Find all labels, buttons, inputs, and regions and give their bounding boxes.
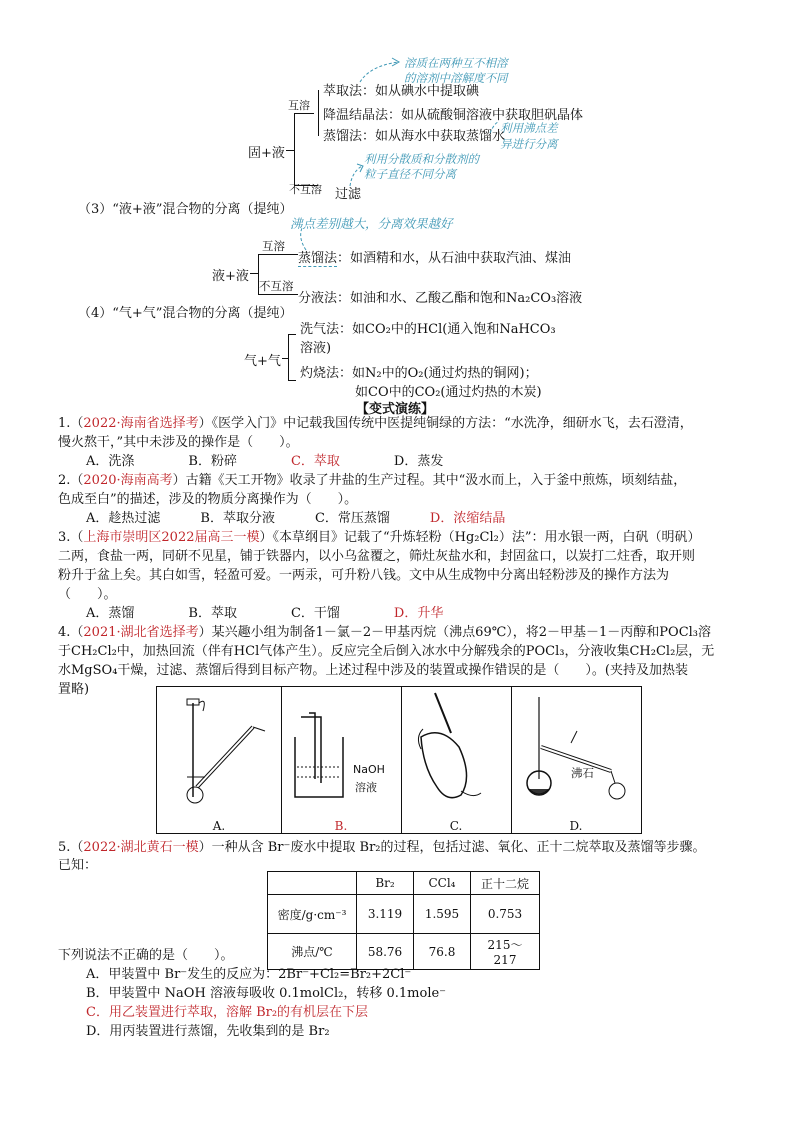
table-row: [268, 895, 540, 934]
table-cell: 1.595: [414, 895, 471, 934]
table-header-cell: Br₂: [357, 872, 414, 895]
apparatus-d: [511, 687, 641, 833]
tree2-branch-bottom: [258, 294, 298, 295]
q5-option-c: C．用乙装置进行萃取，溶解 Br₂的有机层在下层: [86, 1005, 369, 1020]
tree2-distill-label: 蒸馏法: [298, 251, 338, 266]
tree2-connector: [250, 273, 258, 274]
q3-option-b: B．萃取: [188, 606, 237, 621]
caption-b: B.: [334, 819, 348, 833]
tree2-root: 液+液: [212, 269, 249, 284]
q1-source: 2022·海南省选择考: [83, 416, 199, 431]
q1-option-a: A．洗涤: [86, 454, 135, 469]
caption-c: C.: [449, 819, 463, 833]
caption-d: D.: [569, 819, 583, 833]
tree3-burn-2: 如CO中的CO₂(通过灼热的木炭): [355, 385, 542, 400]
tree3-wash-1: 洗气法：如CO₂中的HCl(通入饱和NaHCO₃: [300, 322, 556, 337]
table-cell: 沸点/℃: [268, 934, 357, 970]
sec3-note: 沸点差别越大，分离效果越好: [290, 216, 453, 231]
apparatus-b: [281, 687, 402, 833]
q3-num: 3.（: [58, 530, 84, 545]
note-extract-2: 的溶剂中溶解度不同: [404, 71, 508, 85]
table-header-cell: CCl₄: [414, 872, 471, 895]
tree1-bu-hu-rong: 不互溶: [289, 183, 322, 196]
q3-option-a: A．蒸馏: [86, 606, 135, 621]
gas-absorption-icon: [281, 687, 401, 815]
q5-data-table: [267, 871, 540, 970]
q5-prompt: 下列说法不正确的是（ ）。: [58, 948, 234, 963]
table-header-cell: [268, 872, 357, 895]
q2-text1: ）古籍《天工开物》收录了井盐的生产过程。其中“汲水而上，入于釜中煎炼，顷刻结盐，: [172, 473, 687, 488]
tree2-separate: 分液法：如油和水、乙酸乙酯和饱和Na₂CO₃溶液: [298, 291, 583, 306]
table-cell: 76.8: [414, 934, 471, 970]
tree1-hu-rong: 互溶: [288, 99, 310, 112]
table-cell: 0.753: [471, 895, 540, 934]
q2-option-b: B．萃取分液: [200, 511, 275, 526]
distillation-icon: [511, 687, 641, 815]
tree1-item-distill: 蒸馏法：如从海水中获取蒸馏水: [323, 129, 506, 144]
q2-line1: [58, 471, 686, 491]
sec3-heading: （3）“液+液”混合物的分离（提纯）: [78, 202, 293, 217]
note-distill-1: 利用沸点差: [500, 121, 558, 135]
boiling-stone-label: 沸石: [571, 766, 594, 780]
note-distill-2: 异进行分离: [500, 137, 558, 151]
q5-option-a: A．甲装置中 Br⁻发生的反应为：2Br⁻+Cl₂=Br₂+2Cl⁻: [86, 967, 412, 982]
q2-options: [86, 509, 559, 529]
tree2-hu-rong: 互溶: [262, 239, 285, 253]
tree2-distill: [298, 247, 571, 266]
table-cell: 215～217: [471, 934, 540, 970]
tree3-brace: [288, 334, 289, 380]
q1-line1: [58, 414, 693, 434]
caption-a: A.: [212, 819, 226, 833]
q2-source: 2020·海南高考: [83, 473, 173, 488]
q4-apparatus-figure: [156, 686, 642, 834]
note-extract-1: 溶质在两种互不相溶: [404, 56, 508, 70]
q2-option-c: C．常压蒸馏: [314, 511, 390, 526]
q5-option-b: B．甲装置中 NaOH 溶液每吸收 0.1molCl₂，转移 0.1mole⁻: [86, 986, 447, 1001]
table-cell: 3.119: [357, 895, 414, 934]
apparatus-a: [157, 687, 282, 833]
q1-options: [86, 452, 497, 472]
section-title: 【变式演练】: [356, 402, 435, 417]
q4-line2: 于CH₂Cl₂中，加热回流（伴有HCl气体产生）。反应完全后倒入冰水中分解残余的POCl₃，分液收集CH₂Cl₂层，无: [58, 644, 715, 659]
q3-line4: （ ）。: [58, 587, 117, 602]
q5-text1: ）一种从含 Br⁻废水中提取 Br₂的过程，包括过滤、氧化、正十二烷萃取及蒸馏等步骤。: [198, 840, 706, 855]
q5-source: 2022·湖北黄石一模: [83, 840, 199, 855]
note-filter-1: 利用分散质和分散剂的: [364, 152, 479, 166]
q2-line2: 色成至白”的描述，涉及的物质分离操作为（ ）。: [58, 492, 358, 507]
tree2-distill-text: ：如酒精和水，从石油中获取汽油、煤油: [337, 251, 572, 266]
q3-source: 上海市崇明区2022届高三一模: [83, 530, 260, 545]
sec4-heading: （4）“气+气”混合物的分离（提纯）: [78, 306, 293, 321]
q5-option-d: D．用丙装置进行蒸馏，先收集到的是 Br₂: [86, 1024, 330, 1039]
q2-option-a: A．趁热过滤: [86, 511, 161, 526]
q3-options: [86, 604, 497, 624]
q4-source: 2021·湖北省选择考: [83, 625, 199, 640]
q3-option-d: D．升华: [393, 606, 444, 621]
tree1-item-crystallize: 降温结晶法：如从硫酸铜溶液中获取胆矾晶体: [323, 108, 584, 123]
q1-option-d: D．蒸发: [393, 454, 444, 469]
q5-line2: 已知：: [58, 858, 98, 873]
table-cell: 58.76: [357, 934, 414, 970]
q3-text1: ）《本草纲目》记载了“升炼轻粉（Hg₂Cl₂）法”：用水银一两，白矾（明矾）: [259, 530, 701, 545]
table-header-row: [268, 872, 540, 895]
q3-line3: 粉升于盆上矣。其白如雪，轻盈可爱。一两汞，可升粉八钱。文中从生成物中分离出轻粉涉及的操作方法为: [58, 568, 670, 583]
tree3-branch-bottom: [288, 380, 296, 381]
tree1-item-extract: 萃取法：如从碘水中提取碘: [323, 84, 480, 99]
q1-option-b: B．粉碎: [188, 454, 237, 469]
q4-line4: 置略): [58, 682, 90, 697]
note-filter-2: 粒子直径不同分离: [364, 167, 456, 181]
tree3-burn-1: 灼烧法：如N₂中的O₂(通过灼热的铜网)；: [300, 366, 538, 381]
tree2-bu-hu-rong: 不互溶: [259, 279, 294, 293]
naoh-solution-label: 溶液: [355, 781, 377, 794]
q3-line2: 二两，食盐一两，同研不见星，铺于铁器内，以小乌盆覆之，筛灶灰盐水和，封固盆口，以炭打二炷香，取开则: [58, 549, 696, 564]
tree1-root: 固+液: [248, 146, 285, 161]
tree1-filter: 过滤: [335, 187, 362, 202]
table-cell: 密度/g·cm⁻³: [268, 895, 357, 934]
q3-line1: [58, 528, 700, 548]
q2-option-d: D．浓缩结晶: [429, 511, 506, 526]
q4-num: 4.（: [58, 625, 84, 640]
q2-num: 2.（: [58, 473, 84, 488]
q1-text1: ）《医学入门》中记载我国传统中医提纯铜绿的方法：“水洗净，细研水飞，去石澄清，: [198, 416, 693, 431]
q4-line1: [58, 623, 711, 643]
q3-option-c: C．干馏: [290, 606, 340, 621]
q1-option-c: C．萃取: [290, 454, 340, 469]
q4-line3: 水MgSO₄干燥，过滤、蒸馏后得到目标产物。上述过程中涉及的装置或操作错误的是（ ）。(夹持及加热装: [58, 663, 688, 678]
tree3-root: 气+气: [244, 354, 281, 369]
q5-num: 5.（: [58, 840, 84, 855]
reflux-condenser-icon: [157, 687, 281, 815]
table-header-cell: 正十二烷: [471, 872, 540, 895]
apparatus-c: [401, 687, 512, 833]
naoh-label: NaOH: [353, 763, 385, 776]
separatory-funnel-icon: [401, 687, 511, 815]
tree3-wash-2: 溶液): [300, 341, 332, 356]
tree3-branch-top: [288, 334, 296, 335]
tree2-branch-top: [258, 254, 298, 255]
q1-num: 1.（: [58, 416, 84, 431]
q4-text1: ）某兴趣小组为制备1－氯－2－甲基丙烷（沸点69℃），将2－甲基－1－丙醇和POCl₃溶: [198, 625, 712, 640]
q1-line2: 慢火熬干，”其中未涉及的操作是（ ）。: [58, 435, 299, 450]
q5-line1: [58, 838, 706, 858]
